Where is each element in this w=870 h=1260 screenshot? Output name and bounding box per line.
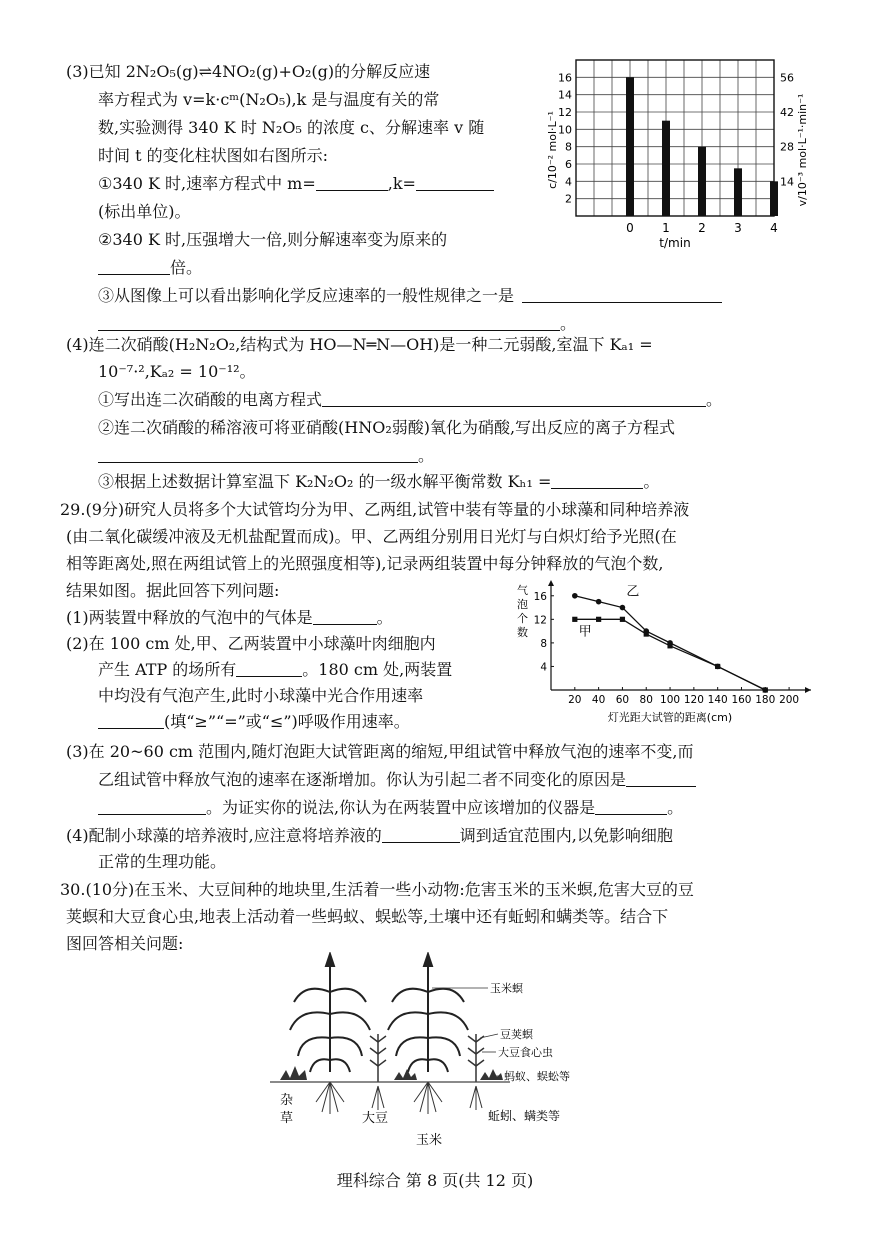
answer-blank-rule-2[interactable] xyxy=(98,314,560,331)
bar-left-tick-label: 6 xyxy=(565,158,572,171)
soybean-plant-right xyxy=(468,1034,484,1082)
q29-line2: (由二氧化碳缓冲液及无机盐配置而成)。甲、乙两组分别用日光灯与白炽灯给予光照(在 xyxy=(66,527,677,546)
line-x-tick-label: 140 xyxy=(707,694,728,706)
bar-x-tick-label: 2 xyxy=(698,221,706,235)
label-soybean-pod-worm: 大豆食心虫 xyxy=(498,1046,553,1059)
bar-left-tick-label: 4 xyxy=(565,175,572,189)
q28-3-period: 。 xyxy=(560,314,577,333)
line-y-arrow xyxy=(548,580,554,586)
series-point-yi xyxy=(572,593,578,599)
bar-right-tick-label: 14 xyxy=(780,175,794,189)
bar-frame xyxy=(576,60,774,216)
q28-4-kh1-prompt: ③根据上述数据计算室温下 K₂N₂O₂ 的一级水解平衡常数 Kₕ₁ = xyxy=(98,472,552,491)
label-ants-centipedes: 蚂蚁、蜈蚣等 xyxy=(504,1070,570,1083)
line-chart-series xyxy=(572,585,768,693)
q29-s1 xyxy=(66,608,393,628)
q28-3-line1: (3)已知 2N₂O₅(g)⇌4NO₂(g)+O₂(g)的分解反应速 xyxy=(66,62,431,81)
answer-blank-reason-2[interactable] xyxy=(98,798,206,815)
bar-left-tick-label: 8 xyxy=(565,140,572,154)
q28-3-line5 xyxy=(98,174,494,194)
bar-chart-left-ticks xyxy=(558,71,572,205)
q28-4-period-2: 。 xyxy=(418,446,435,465)
q28-3-line3: 数,实验测得 340 K 时 N₂O₅ 的浓度 c、分解速率 v 随 xyxy=(98,118,485,137)
q29-s3b xyxy=(98,770,696,790)
q29-s3-instrument-prompt: 。为证实你的说法,你认为在两装置中应该增加的仪器是 xyxy=(206,798,596,817)
q28-3-k-prompt: ,k= xyxy=(387,174,416,193)
field-illustration xyxy=(270,952,610,1152)
label-earthworms-mites: 蚯蚓、螨类等 xyxy=(488,1109,561,1123)
series-point-jia xyxy=(763,687,768,692)
q28-4-line5 xyxy=(98,446,434,466)
bar-0 xyxy=(626,77,634,216)
series-label-jia: 甲 xyxy=(578,624,592,640)
q29-s1-period: 。 xyxy=(376,608,393,627)
line-ylabel-char: 数 xyxy=(517,626,528,639)
bar-x-tick-label: 3 xyxy=(734,221,742,235)
series-line-jia xyxy=(575,619,765,690)
answer-blank-instrument[interactable] xyxy=(595,798,667,815)
bar-chart-xlabel: t/min xyxy=(659,236,691,250)
bar-3 xyxy=(734,168,742,216)
line-chart-ticks xyxy=(534,591,799,706)
q29-s3a: (3)在 20~60 cm 范围内,随灯泡距大试管距离的缩短,甲组试管中释放气泡的速率不变,而 xyxy=(66,742,694,761)
line-x-tick-label: 60 xyxy=(615,694,630,706)
series-point-jia xyxy=(620,617,625,622)
q28-3-line8 xyxy=(98,258,202,278)
q28-3-line4: 时间 t 的变化柱状图如右图所示: xyxy=(98,146,328,165)
q28-4-line6 xyxy=(98,472,659,492)
answer-blank-k[interactable] xyxy=(416,174,494,191)
answer-blank-atp-site[interactable] xyxy=(236,660,302,677)
bar-left-tick-label: 16 xyxy=(558,71,572,85)
bar-right-tick-label: 56 xyxy=(780,71,794,85)
line-y-tick-label: 16 xyxy=(533,590,547,603)
line-x-tick-label: 20 xyxy=(568,694,582,706)
series-point-jia xyxy=(667,643,672,648)
q28-4-period-3: 。 xyxy=(643,472,660,491)
answer-blank-m[interactable] xyxy=(316,174,388,191)
q28-4-line2: 10⁻⁷·²,Kₐ₂ = 10⁻¹²。 xyxy=(98,362,256,381)
bar-x-tick-label: 4 xyxy=(770,221,778,235)
bar-chart-ylabel-right: v/10⁻³ mol·L⁻¹·min⁻¹ xyxy=(796,93,809,207)
bar-left-tick-label: 14 xyxy=(558,88,572,102)
answer-blank-ionic-equation[interactable] xyxy=(98,446,418,463)
q28-3-line6: (标出单位)。 xyxy=(98,202,191,221)
line-x-tick-label: 180 xyxy=(755,694,776,706)
bar-left-tick-label: 12 xyxy=(558,106,572,119)
bar-4 xyxy=(770,181,778,216)
series-point-yi xyxy=(596,599,602,605)
corn-roots-right xyxy=(414,1082,442,1114)
soybean-roots-right xyxy=(470,1086,482,1110)
q29-line1: 29.(9分)研究人员将多个大试管均分为甲、乙两组,试管中装有等量的小球藻和同种培养液 xyxy=(60,500,690,519)
series-label-yi: 乙 xyxy=(626,584,640,600)
q29-line4: 结果如图。据此回答下列问题: xyxy=(66,581,280,600)
line-ylabel-char: 泡 xyxy=(517,598,528,611)
answer-blank-compare[interactable] xyxy=(98,712,164,729)
q28-4-line1: (4)连二次硝酸(H₂N₂O₂,结构式为 HO—N═N—OH)是一种二元弱酸,室温下 Kₐ₁ = xyxy=(66,335,653,354)
q29-s4a xyxy=(66,826,673,846)
line-x-tick-label: 200 xyxy=(779,694,800,706)
bar-right-tick-label: 28 xyxy=(780,140,794,154)
label-weed-2: 草 xyxy=(280,1111,294,1126)
corn-plant-right xyxy=(388,954,468,1072)
series-point-yi xyxy=(620,605,626,611)
q29-s2b xyxy=(98,660,452,680)
bar-2 xyxy=(698,147,706,216)
corn-roots-left xyxy=(316,1082,344,1114)
q28-3-line2: 率方程式为 v=k·cᵐ(N₂O₅),k 是与温度有关的常 xyxy=(98,90,440,109)
q29-s2-compare-hint: (填“≥”“=”或“≤”)呼吸作用速率。 xyxy=(164,712,410,731)
series-point-jia xyxy=(596,617,601,622)
line-x-tick-label: 120 xyxy=(683,694,704,706)
label-pod-borer: 豆荚螟 xyxy=(500,1028,533,1041)
q29-s2e-line xyxy=(98,712,410,732)
weeds xyxy=(280,1066,503,1080)
bar-chart-x-ticks xyxy=(626,221,778,235)
q28-3-m-prompt: ①340 K 时,速率方程式中 m= xyxy=(98,174,316,193)
q28-3-rule-prompt: ③从图像上可以看出影响化学反应速率的一般性规律之一是 xyxy=(98,286,515,305)
answer-blank-kh1[interactable] xyxy=(551,472,643,489)
answer-blank-reason-1[interactable] xyxy=(626,770,696,787)
bar-1 xyxy=(662,121,670,216)
series-point-jia xyxy=(644,631,649,636)
q30-line3: 图回答相关问题: xyxy=(66,934,184,953)
bar-right-tick-label: 42 xyxy=(780,106,794,119)
bar-x-tick-label: 0 xyxy=(626,221,634,235)
label-soybean: 大豆 xyxy=(362,1111,389,1126)
line-x-tick-label: 160 xyxy=(731,694,752,706)
bar-left-tick-label: 2 xyxy=(565,192,572,206)
line-x-tick-label: 80 xyxy=(639,694,653,706)
q28-3-line10 xyxy=(98,314,576,334)
q28-3-line7: ②340 K 时,压强增大一倍,则分解速率变为原来的 xyxy=(98,230,448,249)
soybean-plant-left xyxy=(370,1034,386,1082)
corn-plant-left xyxy=(290,954,370,1072)
line-ylabel-char: 气 xyxy=(517,584,528,597)
line-ylabel-char: 个 xyxy=(517,612,528,625)
bar-chart-ylabel-left: c/10⁻² mol·L⁻¹ xyxy=(546,111,559,189)
q28-4-line3 xyxy=(98,390,722,410)
q29-s2d: 中均没有气泡产生,此时小球藻中光合作用速率 xyxy=(98,686,424,705)
answer-blank-rule-1[interactable] xyxy=(522,286,722,303)
bar-chart-n2o5 xyxy=(520,54,820,254)
q29-s3-period: 。 xyxy=(667,798,684,817)
line-y-tick-label: 12 xyxy=(533,614,547,627)
q29-line3: 相等距离处,照在两组试管上的光照强度相等),记录两组装置中每分钟释放的气泡个数, xyxy=(66,554,664,573)
q28-4-line4: ②连二次硝酸的稀溶液可将亚硝酸(HNO₂弱酸)氧化为硝酸,写出反应的离子方程式 xyxy=(98,418,676,437)
bar-left-tick-label: 10 xyxy=(558,123,572,137)
q30-line1: 30.(10分)在玉米、大豆间种的地块里,生活着一些小动物:危害玉米的玉米螟,危害大豆的豆 xyxy=(60,880,694,899)
q29-s4c: 正常的生理功能。 xyxy=(98,852,227,871)
bar-chart-right-ticks xyxy=(780,71,794,188)
label-corn-borer: 玉米螟 xyxy=(490,982,523,995)
q28-4-ionization-prompt: ①写出连二次硝酸的电离方程式 xyxy=(98,390,323,409)
line-x-tick-label: 100 xyxy=(660,694,681,706)
q29-s4-prompt: (4)配制小球藻的培养液时,应注意将培养液的 xyxy=(66,826,382,845)
q28-3-unit: 倍。 xyxy=(170,258,203,277)
q29-s2-180cm: 。180 cm 处,两装置 xyxy=(302,660,453,679)
q29-s2-atp-prompt: 产生 ATP 的场所有 xyxy=(98,660,237,679)
line-x-arrow xyxy=(805,687,811,693)
page-footer: 理科综合 第 8 页(共 12 页) xyxy=(336,1171,534,1190)
soybean-roots-left xyxy=(372,1086,384,1110)
q29-s3-reason-prompt: 乙组试管中释放气泡的速率在逐渐增加。你认为引起二者不同变化的原因是 xyxy=(98,770,627,789)
q29-s3c xyxy=(98,798,683,818)
label-weed-1: 杂 xyxy=(280,1093,294,1108)
line-chart-bubbles xyxy=(505,578,823,728)
q29-s4-rest: 调到适宜范围内,以免影响细胞 xyxy=(459,826,673,845)
series-point-jia xyxy=(715,664,720,669)
q28-4-period-1: 。 xyxy=(706,390,723,409)
answer-blank-gas[interactable] xyxy=(313,608,377,625)
line-x-tick-label: 40 xyxy=(591,694,606,706)
answer-blank-culture[interactable] xyxy=(382,826,460,843)
q30-line2: 荚螟和大豆食心虫,地表上活动着一些蚂蚁、蜈蚣等,土壤中还有蚯蚓和螨类等。结合下 xyxy=(66,907,669,926)
bar-x-tick-label: 1 xyxy=(662,221,670,235)
line-chart-ylabel-chars xyxy=(517,583,528,639)
answer-blank-ionization[interactable] xyxy=(322,390,706,407)
line-y-tick-label: 4 xyxy=(540,661,547,674)
label-corn: 玉米 xyxy=(416,1133,443,1148)
series-point-jia xyxy=(572,617,577,622)
bar-chart-grid xyxy=(576,60,774,216)
answer-blank-multiple[interactable] xyxy=(98,258,170,275)
line-y-tick-label: 8 xyxy=(540,637,547,650)
q29-s1-prompt: (1)两装置中释放的气泡中的气体是 xyxy=(66,608,313,627)
line-chart-xlabel: 灯光距大试管的距离(cm) xyxy=(607,711,733,724)
q28-3-line9 xyxy=(98,286,722,306)
q29-s2a: (2)在 100 cm 处,甲、乙两装置中小球藻叶肉细胞内 xyxy=(66,634,436,653)
